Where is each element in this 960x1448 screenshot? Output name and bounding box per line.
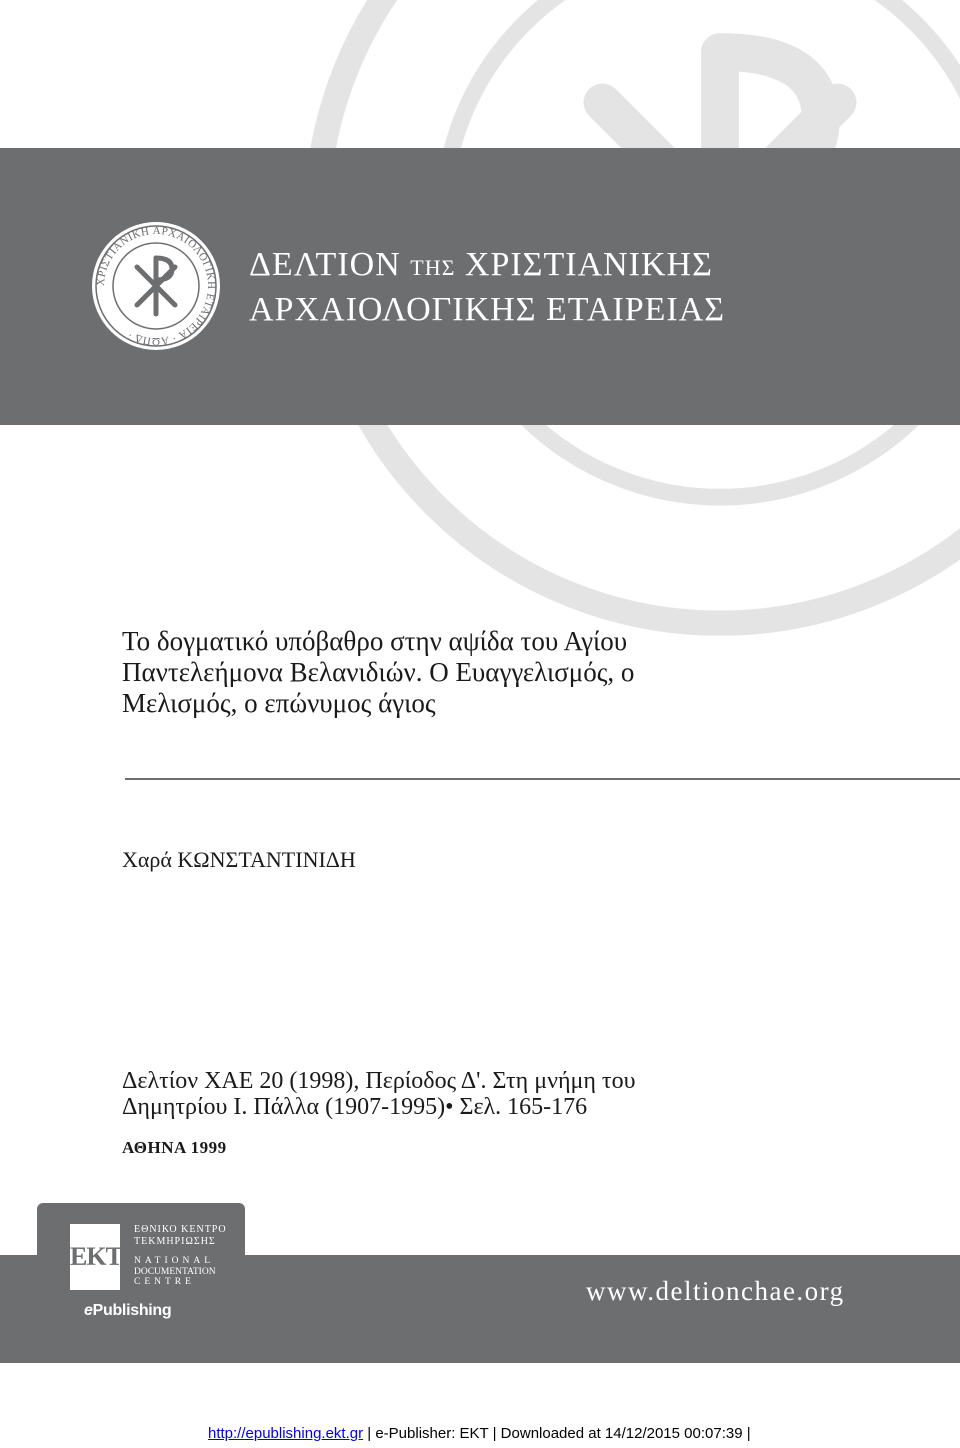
journal-seal-logo [90, 220, 222, 352]
journal-title [249, 244, 725, 331]
epublishing-label: Publishing [92, 1302, 172, 1319]
journal-title-the: ΤΗΣ [410, 255, 456, 280]
article-title-line3: Μελισμός, ο επώνυμος άγιος [122, 688, 436, 718]
epublishing-logo [84, 1302, 171, 1320]
journal-title-part1: ΔΕΛΤΙΟΝ [249, 246, 401, 283]
download-info: | e-Publisher: EKT | Downloaded at 14/12/2015 00:07:39 | [363, 1425, 751, 1442]
ekt-en-line3: CENTRE [134, 1277, 195, 1287]
citation-line2: Δημητρίου Ι. Πάλλα (1907-1995)• Σελ. 165-176 [122, 1094, 588, 1120]
ekt-greek-name [134, 1224, 244, 1248]
journal-title-line2: ΑΡΧΑΙΟΛΟΓΙΚΗΣ ΕΤΑΙΡΕΙΑΣ [249, 291, 726, 328]
place-year: ΑΘΗΝΑ 1999 [122, 1138, 227, 1157]
citation [122, 1068, 882, 1120]
citation-line1: Δελτίον XAE 20 (1998), Περίοδος Δ'. Στη μνήμη του [122, 1068, 636, 1094]
divider [125, 778, 960, 780]
ekt-en-line1: NATIONAL [134, 1256, 215, 1266]
epublishing-link[interactable]: http://epublishing.ekt.gr [208, 1425, 364, 1442]
article-title [122, 626, 842, 719]
ekt-greek-line2: ΤΕΚΜΗΡΙΩΣΗΣ [134, 1236, 216, 1247]
ekt-greek-line1: ΕΘΝΙΚΟ ΚΕΝΤΡΟ [134, 1224, 227, 1235]
ekt-logo: ΕΚΤ [70, 1224, 120, 1290]
article-title-line1: Το δογματικό υπόβαθρο στην αψίδα του Αγίου [122, 626, 628, 656]
ekt-en-line2: DOCUMENTATION [134, 1266, 216, 1277]
download-line [208, 1425, 751, 1442]
epublishing-e: e [84, 1302, 93, 1319]
website-url: www.deltionchae.org [586, 1276, 845, 1306]
author-name: Χαρά ΚΩΝΣΤΑΝΤΙΝΙΔΗ [122, 847, 356, 872]
journal-title-part2: ΧΡΙΣΤΙΑΝΙΚΗΣ [464, 246, 713, 283]
article-title-line2: Παντελεήμονα Βελανιδιών. Ο Ευαγγελισμός, ο [122, 657, 635, 687]
ekt-english-name [134, 1256, 244, 1288]
svg-text:ΧΡΙΣΤΙΑΝΙΚΗ ΑΡΧΑΙΟΛΟΓΙΚΗ ΕΤΑΙΡ: ΧΡΙΣΤΙΑΝΙΚΗ ΑΡΧΑΙΟΛΟΓΙΚΗ ΕΤΑΙΡΕΙΑ · ΑΩΠΔ · [94, 224, 218, 348]
